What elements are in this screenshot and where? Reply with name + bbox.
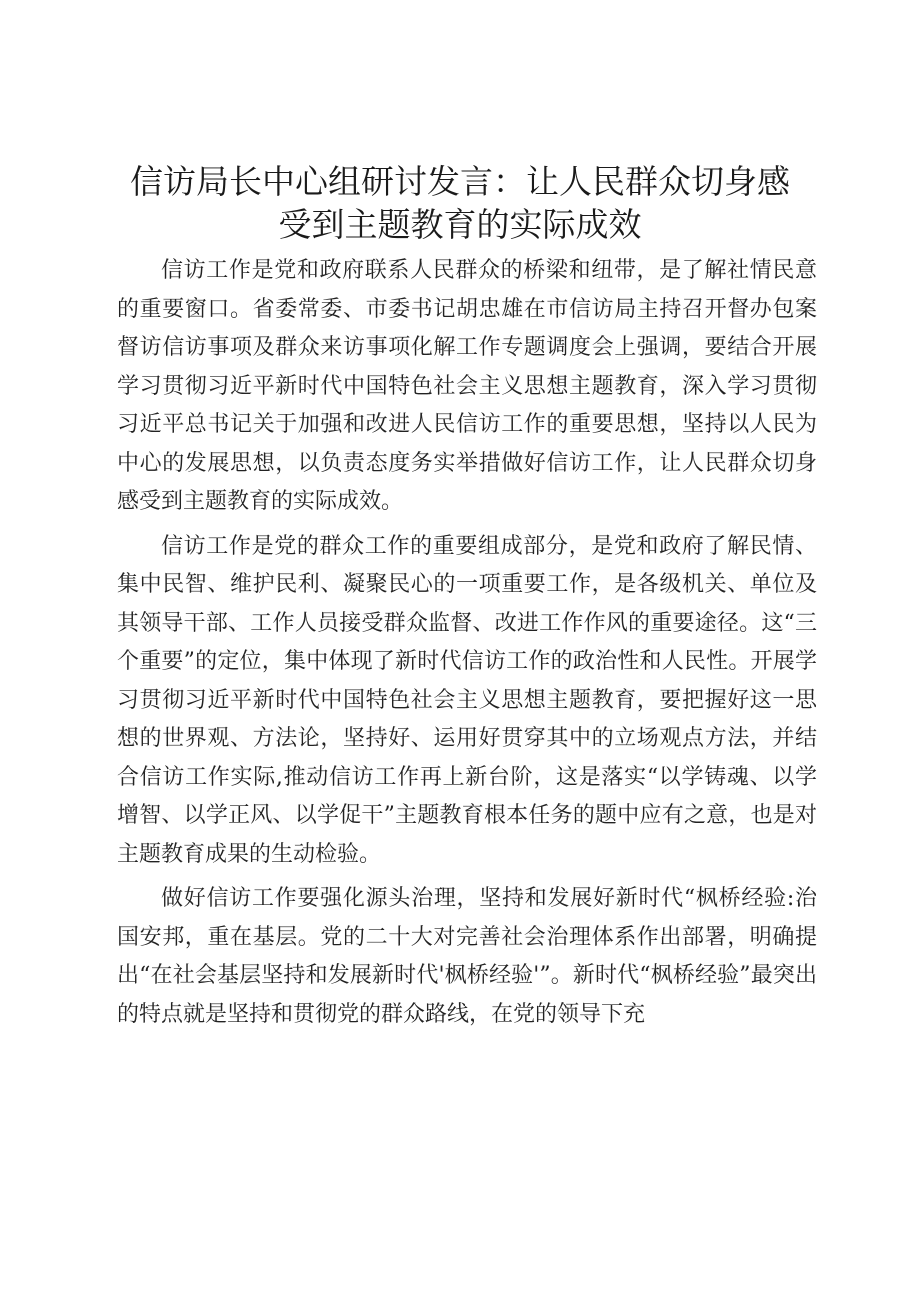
document-title: [100, 160, 820, 246]
paragraph-2: 信访工作是党的群众工作的重要组成部分，是党和政府了解民情、集中民智、维护民利、凝聚民心的一项重要工作，是各级机关、单位及其领导干部、工作人员接受群众监督、改进工作作风的重要途径。这“三个重要”的定位，集中体现了新时代信访工作的政治性和人民性。开展学习贯彻习近平新时代中国特色社会主义思想主题教育，要把握好这一思想的世界观、方法论，坚持好、运用好贯穿其中的立场观点方法，并结合信访工作实际,推动信访工作再上新台阶，这是落实“以学铸魂、以学增智、以学正风、以学促干”主题教育根本任务的题中应有之意，也是对主题教育成果的生动检验。: [117, 533, 817, 867]
paragraph-1: 信访工作是党和政府联系人民群众的桥梁和纽带，是了解社情民意的重要窗口。省委常委、市委书记胡忠雄在市信访局主持召开督办包案督访信访事项及群众来访事项化解工作专题调度会上强调，要结合开展学习贯彻习近平新时代中国特色社会主义思想主题教育，深入学习贯彻习近平总书记关于加强和改进人民信访工作的重要思想，坚持以人民为中心的发展思想，以负责态度务实举措做好信访工作，让人民群众切身感受到主题教育的实际成效。: [117, 258, 817, 514]
document-body: [117, 252, 817, 1040]
title-line-2: 受到主题教育的实际成效: [278, 205, 642, 244]
paragraph-3: 做好信访工作要强化源头治理，坚持和发展好新时代“枫桥经验:治国安邦，重在基层。党的二十大对完善社会治理体系作出部署，明确提出“在社会基层坚持和发展新时代'枫桥经验'”。新时代“枫桥经验”最突出的特点就是坚持和贯彻党的群众路线，在党的领导下充: [117, 886, 817, 1027]
title-line-1: 信访局长中心组研讨发言：让人民群众切身感: [130, 162, 790, 201]
